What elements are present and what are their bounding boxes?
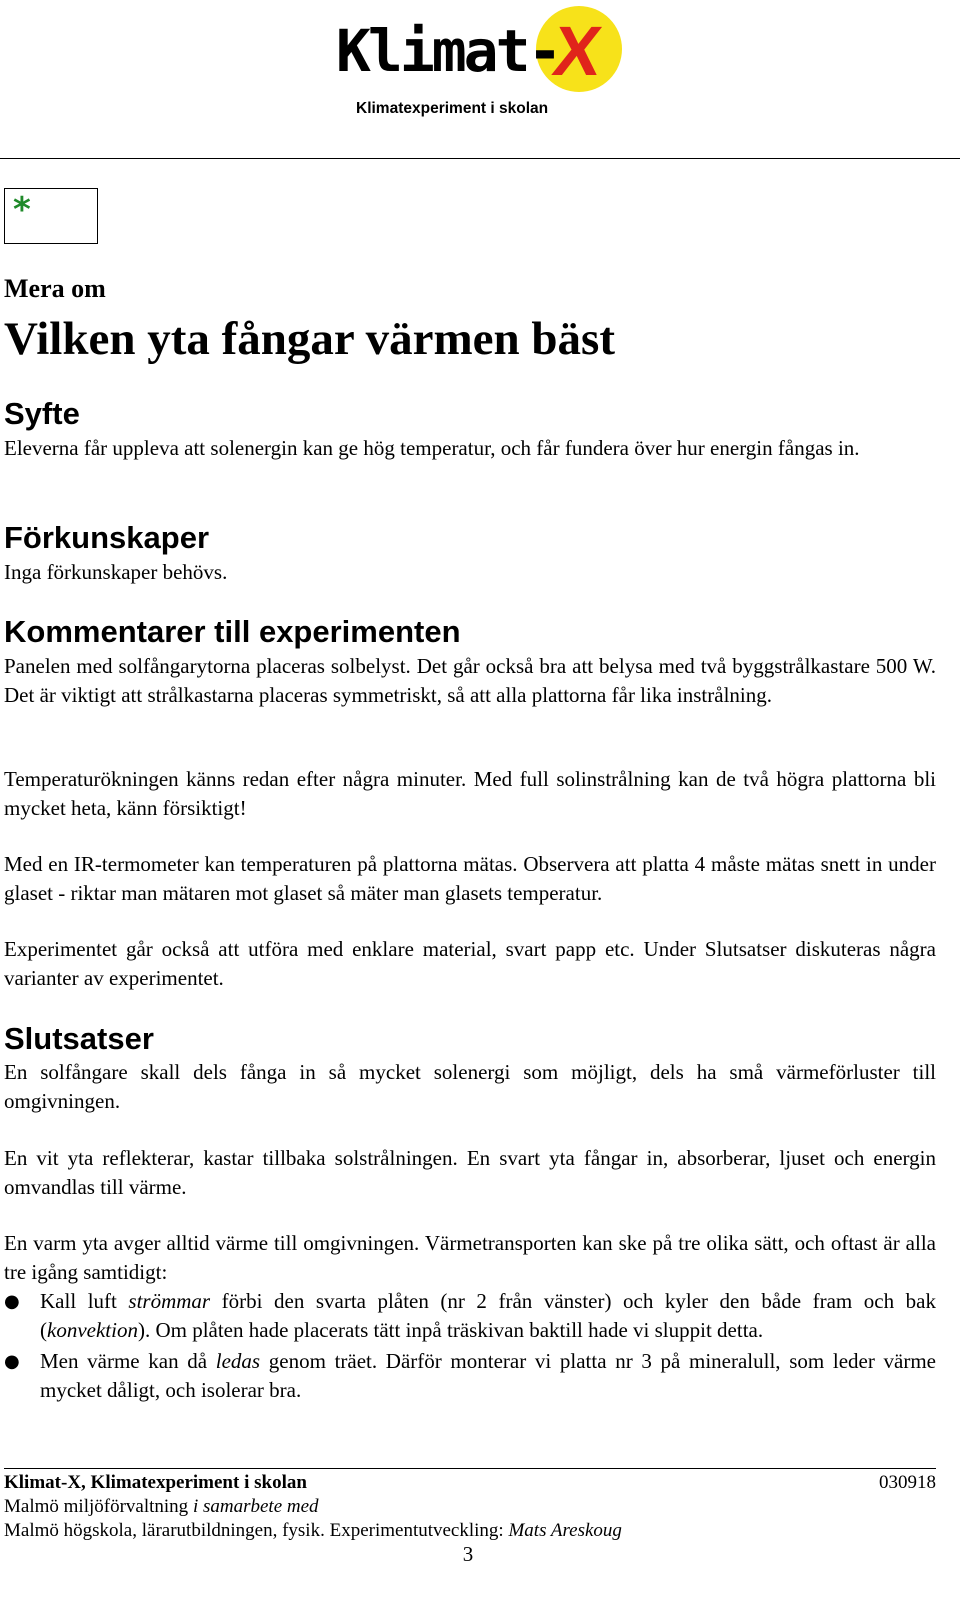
pre-title: Mera om — [4, 274, 106, 303]
page-title: Vilken yta fångar värmen bäst — [4, 313, 615, 365]
kommentarer-paragraph-2: Temperaturökningen känns redan efter några minuter. Med full solinstrålning kan de två högra plattorna bli mycket heta, känn försiktigt! — [4, 767, 936, 820]
logo-tagline: Klimatexperiment i skolan — [356, 100, 549, 117]
forkunskaper-paragraph: Inga förkunskaper behövs. — [4, 560, 228, 584]
bullet-emphasis: konvektion — [47, 1318, 138, 1342]
footer-divider — [4, 1468, 936, 1469]
bullet-emphasis: strömmar — [128, 1289, 211, 1313]
bullet-icon: ● — [4, 1351, 20, 1372]
footer-line-1 — [4, 1472, 936, 1494]
footer-org: Klimat-X, Klimatexperiment i skolan — [4, 1472, 307, 1493]
footer-line-3 — [4, 1520, 936, 1542]
heading-forkunskaper: Förkunskaper — [4, 520, 210, 555]
klimat-x-logo — [336, 4, 626, 124]
footer-text-italic: i samarbete med — [192, 1496, 319, 1517]
footer-author: Mats Areskoug — [508, 1520, 622, 1541]
bullet-text: Men värme kan då — [40, 1349, 216, 1373]
kommentarer-paragraph-1: Panelen med solfångarytorna placeras solbelyst. Det går också bra att belysa med två byggstrålkastare 500 W. Det är viktigt att strålkastarna placeras symmetriskt, så att alla plattorna får lika instrålning. — [4, 654, 936, 707]
heading-syfte: Syfte — [4, 396, 80, 431]
footer-line-2 — [4, 1496, 936, 1518]
bullet-text: förbi den svarta plåten (nr 2 från vänster) och kyler den både fram och bak ( — [40, 1289, 936, 1342]
list-item — [4, 1287, 936, 1345]
bullet-text: genom träet. Därför monterar vi platta nr 3 på mineralull, som leder värme mycket dåligt, och isolerar bra. — [40, 1349, 936, 1402]
slutsatser-paragraph-1: En solfångare skall dels fånga in så mycket solenergi som möjligt, dels ha små värmeförluster till omgivningen. — [4, 1060, 936, 1113]
slutsatser-paragraph-3: En varm yta avger alltid värme till omgivningen. Värmetransporten kan ske på tre olika sätt, och oftast är alla tre igång samtidigt: — [4, 1231, 936, 1284]
logo-x-letter: X — [548, 12, 607, 90]
page-number: 3 — [462, 1542, 474, 1566]
kommentarer-paragraph-3: Med en IR-termometer kan temperaturen på plattorna mätas. Observera att platta 4 måste mätas snett in under glaset - riktar man mätaren mot glaset så mäter man glasets temperatur. — [4, 852, 936, 905]
syfte-paragraph: Eleverna får uppleva att solenergin kan ge hög temperatur, och får fundera över hur energin fångas in. — [4, 436, 860, 460]
asterisk-icon: * — [13, 190, 31, 230]
bullet-emphasis: ledas — [215, 1349, 261, 1373]
footer-text: Malmö högskola, lärarutbildningen, fysik. Experimentutveckling: — [4, 1520, 509, 1541]
kommentarer-paragraph-4: Experimentet går också att utföra med enklare material, svart papp etc. Under Slutsatser diskuteras några varianter av experimentet. — [4, 937, 936, 990]
footer-date: 030918 — [879, 1472, 936, 1493]
heading-kommentarer: Kommentarer till experimenten — [4, 614, 461, 649]
logo-wordmark: Klimat- — [336, 17, 560, 85]
heading-slutsatser: Slutsatser — [4, 1021, 154, 1056]
bullet-text: Kall luft — [40, 1289, 129, 1313]
bullet-text: ). Om plåten hade placerats tätt inpå träskivan baktill hade vi sluppit detta. — [137, 1318, 764, 1342]
bullet-list — [4, 1287, 936, 1407]
bullet-icon: ● — [4, 1291, 20, 1312]
slutsatser-paragraph-2: En vit yta reflekterar, kastar tillbaka solstrålningen. En svart yta fångar in, absorberar, ljuset och energin omvandlas till värme. — [4, 1146, 936, 1199]
marker-box — [4, 188, 98, 244]
list-item — [4, 1347, 936, 1405]
footer-text: Malmö miljöförvaltning — [4, 1496, 193, 1517]
header-divider — [0, 158, 960, 159]
